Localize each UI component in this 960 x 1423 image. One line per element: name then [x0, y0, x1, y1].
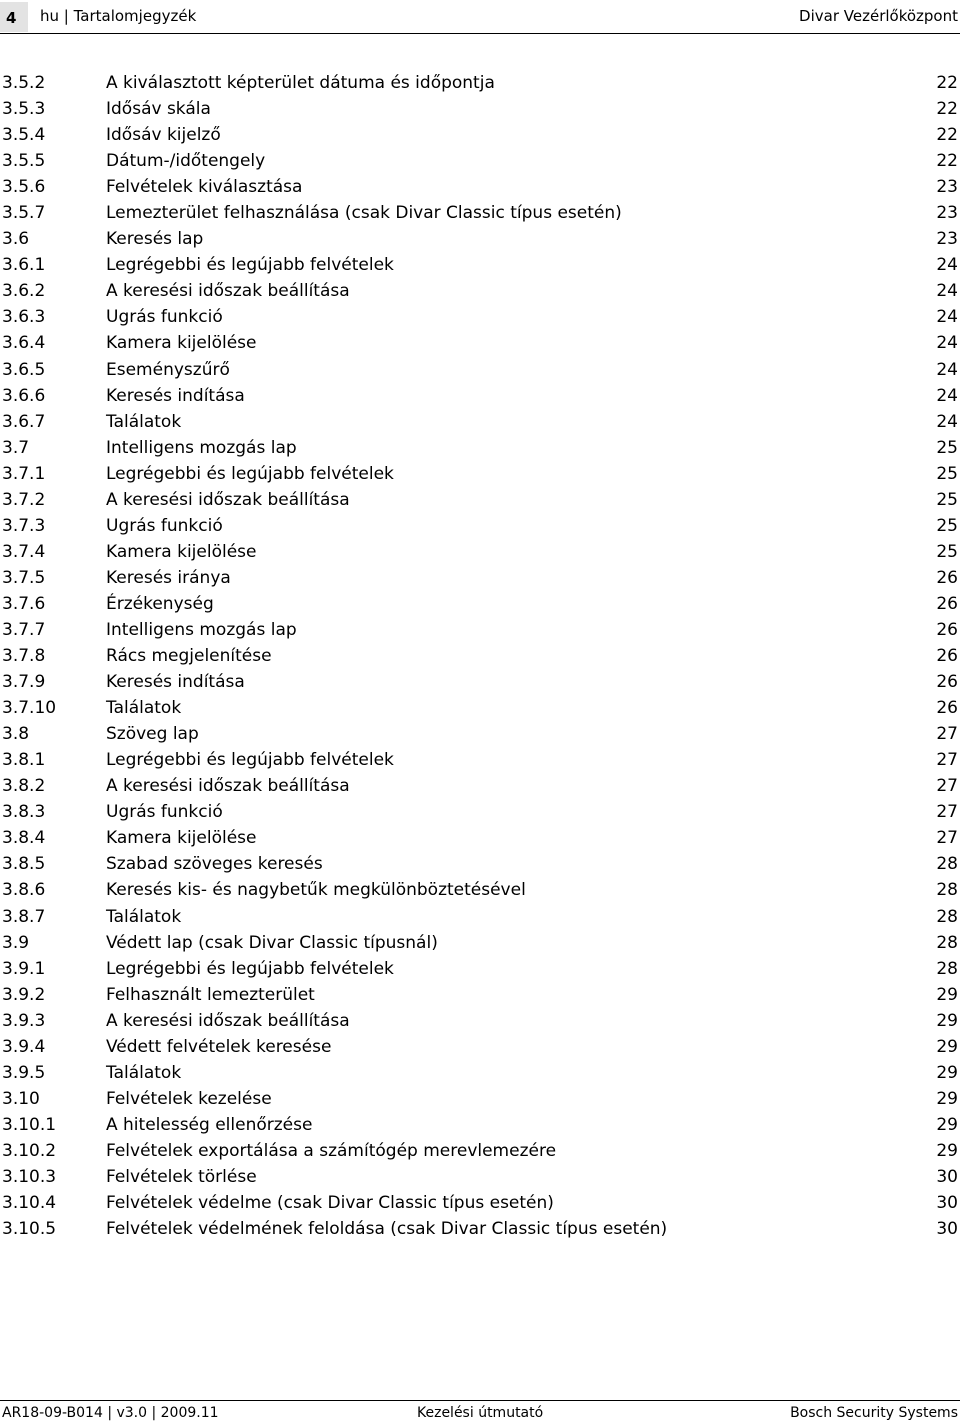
toc-entry-number: 3.7.5: [2, 567, 46, 588]
toc-entry-number: 3.7.9: [2, 672, 46, 693]
toc-entry-number: 3.7.1: [2, 463, 46, 484]
toc-entry-page: 30: [936, 1219, 958, 1240]
toc-entry-page: 25: [936, 489, 958, 510]
toc-entry-number: 3.5.6: [2, 177, 46, 198]
toc-entry-title[interactable]: Ugrás funkció: [106, 802, 223, 823]
toc-entry-page: 22: [936, 125, 958, 146]
toc-entry-page: 28: [936, 854, 958, 875]
toc-entry[interactable]: [0, 383, 960, 409]
toc-entry-number: 3.9.3: [2, 1010, 46, 1031]
toc-entry-page: 26: [936, 672, 958, 693]
toc-entry-page: 27: [936, 776, 958, 797]
toc-entry-page: 25: [936, 437, 958, 458]
toc-entry-title[interactable]: Idősáv kijelző: [106, 125, 221, 146]
toc-entry-title[interactable]: Legrégebbi és legújabb felvételek: [106, 750, 394, 771]
toc-entry-page: 26: [936, 593, 958, 614]
toc-entry[interactable]: [0, 799, 960, 825]
toc-entry-title[interactable]: Szabad szöveges keresés: [106, 854, 323, 875]
page-header: [0, 0, 960, 34]
toc-entry[interactable]: [0, 435, 960, 461]
toc-entry-title[interactable]: Keresés kis- és nagybetűk megkülönböztetésével: [106, 880, 526, 901]
toc-entry[interactable]: [0, 1164, 960, 1190]
toc-entry-number: 3.7.2: [2, 489, 46, 510]
toc-entry-number: 3.5.4: [2, 125, 46, 146]
toc-entry-title[interactable]: A keresési időszak beállítása: [106, 1010, 350, 1031]
toc-entry[interactable]: [0, 96, 960, 122]
toc-entry[interactable]: [0, 1190, 960, 1216]
toc-entry-number: 3.10.4: [2, 1193, 57, 1214]
toc-entry-title[interactable]: Keresés lap: [106, 229, 204, 250]
toc-entry[interactable]: [0, 982, 960, 1008]
toc-entry-number: 3.10.5: [2, 1219, 57, 1240]
toc-entry-number: 3.8.5: [2, 854, 46, 875]
toc-entry[interactable]: [0, 643, 960, 669]
toc-entry-page: 27: [936, 724, 958, 745]
toc-entry-number: 3.10.3: [2, 1166, 57, 1187]
toc-entry-page: 29: [936, 1062, 958, 1083]
toc-entry-number: 3.8.4: [2, 828, 46, 849]
toc-entry-title[interactable]: Eseményszűrő: [106, 359, 230, 380]
toc-entry[interactable]: [0, 70, 960, 96]
toc-entry[interactable]: [0, 330, 960, 356]
toc-entry-page: 27: [936, 828, 958, 849]
toc-entry[interactable]: [0, 591, 960, 617]
toc-entry[interactable]: [0, 773, 960, 799]
header-section-title: hu | Tartalomjegyzék: [40, 7, 197, 25]
toc-entry-page: 24: [936, 255, 958, 276]
toc-entry-number: 3.6: [2, 229, 30, 250]
toc-entry-title[interactable]: Keresés iránya: [106, 567, 231, 588]
toc-entry-number: 3.9: [2, 932, 30, 953]
toc-entry-title[interactable]: Érzékenység: [106, 593, 214, 614]
toc-entry-title[interactable]: A keresési időszak beállítása: [106, 489, 350, 510]
toc-entry-number: 3.7.10: [2, 698, 57, 719]
toc-entry-title[interactable]: Védett lap (csak Divar Classic típusnál): [106, 932, 438, 953]
toc-entry-title[interactable]: A keresési időszak beállítása: [106, 281, 350, 302]
toc-entry-number: 3.7.3: [2, 515, 46, 536]
toc-entry-page: 29: [936, 984, 958, 1005]
toc-entry-page: 29: [936, 1036, 958, 1057]
toc-entry-page: 29: [936, 1010, 958, 1031]
toc-entry[interactable]: [0, 1216, 960, 1242]
toc-entry-number: 3.8: [2, 724, 30, 745]
toc-entry-number: 3.7.7: [2, 619, 46, 640]
toc-entry-page: 22: [936, 99, 958, 120]
toc-entry-number: 3.6.2: [2, 281, 46, 302]
toc-entry-number: 3.7.8: [2, 646, 46, 667]
toc-entry[interactable]: [0, 122, 960, 148]
table-of-contents: [0, 70, 960, 1242]
toc-entry-number: 3.9.5: [2, 1062, 46, 1083]
toc-entry-page: 28: [936, 880, 958, 901]
toc-entry-number: 3.8.2: [2, 776, 46, 797]
header-product-name: Divar Vezérlőközpont: [799, 7, 958, 25]
toc-entry-title[interactable]: Legrégebbi és legújabb felvételek: [106, 463, 394, 484]
toc-entry-title[interactable]: Találatok: [106, 1062, 182, 1083]
toc-entry[interactable]: [0, 956, 960, 982]
toc-entry-title[interactable]: Találatok: [106, 411, 182, 432]
toc-entry-number: 3.8.1: [2, 750, 46, 771]
toc-entry-number: 3.10.1: [2, 1114, 57, 1135]
toc-entry-number: 3.6.3: [2, 307, 46, 328]
toc-entry-number: 3.6.1: [2, 255, 46, 276]
footer-company: Bosch Security Systems: [790, 1405, 958, 1421]
toc-entry[interactable]: [0, 825, 960, 851]
toc-entry[interactable]: [0, 174, 960, 200]
toc-entry[interactable]: [0, 539, 960, 565]
toc-entry-page: 23: [936, 229, 958, 250]
toc-entry-title[interactable]: Dátum-/időtengely: [106, 151, 266, 172]
toc-entry-page: 29: [936, 1140, 958, 1161]
toc-entry[interactable]: [0, 1008, 960, 1034]
toc-entry[interactable]: [0, 747, 960, 773]
toc-entry-title[interactable]: Ugrás funkció: [106, 307, 223, 328]
toc-entry-page: 29: [936, 1088, 958, 1109]
toc-entry-page: 25: [936, 515, 958, 536]
toc-entry-number: 3.8.6: [2, 880, 46, 901]
toc-entry[interactable]: [0, 930, 960, 956]
toc-entry-number: 3.5.2: [2, 73, 46, 93]
toc-entry-title[interactable]: Felvételek kezelése: [106, 1088, 272, 1109]
toc-entry-page: 26: [936, 619, 958, 640]
toc-entry-title[interactable]: Felvételek kiválasztása: [106, 177, 303, 198]
toc-entry-title[interactable]: Felvételek védelme (csak Divar Classic típus esetén): [106, 1193, 554, 1214]
toc-entry-number: 3.6.7: [2, 411, 46, 432]
toc-entry[interactable]: [0, 565, 960, 591]
toc-entry[interactable]: [0, 461, 960, 487]
toc-entry-page: 24: [936, 359, 958, 380]
toc-entry[interactable]: [0, 1112, 960, 1138]
toc-entry[interactable]: [0, 1086, 960, 1112]
toc-entry-title[interactable]: Felhasznált lemezterület: [106, 984, 315, 1005]
toc-entry[interactable]: [0, 252, 960, 278]
toc-entry-page: 29: [936, 1114, 958, 1135]
toc-entry-number: 3.7: [2, 437, 30, 458]
toc-entry[interactable]: [0, 226, 960, 252]
page-number: 4: [6, 9, 17, 27]
toc-entry-title[interactable]: Találatok: [106, 698, 182, 719]
toc-entry-number: 3.5.5: [2, 151, 46, 172]
toc-entry-page: 25: [936, 463, 958, 484]
toc-entry[interactable]: [0, 409, 960, 435]
toc-entry[interactable]: [0, 357, 960, 383]
toc-entry-title[interactable]: Idősáv skála: [106, 99, 211, 120]
toc-entry[interactable]: [0, 513, 960, 539]
toc-entry-title[interactable]: A hitelesség ellenőrzése: [106, 1114, 313, 1135]
toc-entry-title[interactable]: Intelligens mozgás lap: [106, 619, 297, 640]
toc-entry-title[interactable]: Felvételek törlése: [106, 1166, 257, 1187]
toc-entry-title[interactable]: A keresési időszak beállítása: [106, 776, 350, 797]
toc-entry-title[interactable]: Találatok: [106, 906, 182, 927]
toc-entry-number: 3.5.3: [2, 99, 46, 120]
toc-entry-title[interactable]: Kamera kijelölése: [106, 333, 257, 354]
toc-entry-title[interactable]: Rács megjelenítése: [106, 646, 272, 667]
footer-document-id: AR18-09-B014 | v3.0 | 2009.11: [2, 1405, 219, 1421]
toc-entry[interactable]: [0, 304, 960, 330]
toc-entry[interactable]: [0, 200, 960, 226]
toc-entry[interactable]: [0, 695, 960, 721]
toc-entry-title[interactable]: Keresés indítása: [106, 672, 245, 693]
toc-entry-page: 24: [936, 307, 958, 328]
toc-entry[interactable]: [0, 851, 960, 877]
toc-entry-number: 3.5.7: [2, 203, 46, 224]
toc-entry-title[interactable]: A kiválasztott képterület dátuma és időpontja: [106, 73, 495, 93]
footer-document-type: Kezelési útmutató: [417, 1405, 544, 1421]
toc-entry[interactable]: [0, 1060, 960, 1086]
toc-entry-number: 3.7.6: [2, 593, 46, 614]
toc-entry-page: 24: [936, 281, 958, 302]
toc-entry-page: 30: [936, 1193, 958, 1214]
toc-entry-title[interactable]: Legrégebbi és legújabb felvételek: [106, 958, 394, 979]
toc-entry[interactable]: [0, 1034, 960, 1060]
toc-entry-title[interactable]: Védett felvételek keresése: [106, 1036, 332, 1057]
toc-entry-page: 26: [936, 567, 958, 588]
toc-entry-number: 3.10.2: [2, 1140, 57, 1161]
toc-entry-number: 3.8.7: [2, 906, 46, 927]
toc-entry-number: 3.6.4: [2, 333, 46, 354]
toc-entry-page: 28: [936, 906, 958, 927]
toc-entry-page: 27: [936, 802, 958, 823]
toc-entry-page: 30: [936, 1166, 958, 1187]
toc-entry-title[interactable]: Kamera kijelölése: [106, 828, 257, 849]
toc-entry-number: 3.6.5: [2, 359, 46, 380]
toc-entry-number: 3.7.4: [2, 541, 46, 562]
toc-entry-title[interactable]: Legrégebbi és legújabb felvételek: [106, 255, 394, 276]
toc-entry[interactable]: [0, 148, 960, 174]
toc-entry-title[interactable]: Intelligens mozgás lap: [106, 437, 297, 458]
page-number-box: [0, 2, 28, 32]
footer-divider: [0, 1400, 960, 1401]
toc-entry[interactable]: [0, 487, 960, 513]
toc-entry-number: 3.9.4: [2, 1036, 46, 1057]
toc-entry-page: 27: [936, 750, 958, 771]
toc-entry-title[interactable]: Felvételek exportálása a számítógép merevlemezére: [106, 1140, 557, 1161]
toc-entry-title[interactable]: Szöveg lap: [106, 724, 199, 745]
toc-entry[interactable]: [0, 904, 960, 930]
toc-entry-page: 24: [936, 333, 958, 354]
toc-entry-page: 24: [936, 411, 958, 432]
toc-entry[interactable]: [0, 877, 960, 903]
toc-entry-page: 28: [936, 958, 958, 979]
toc-entry-number: 3.9.2: [2, 984, 46, 1005]
toc-entry-page: 22: [936, 73, 958, 93]
toc-entry-number: 3.6.6: [2, 385, 46, 406]
toc-entry-page: 23: [936, 177, 958, 198]
toc-entry[interactable]: [0, 669, 960, 695]
toc-entry-title[interactable]: Keresés indítása: [106, 385, 245, 406]
toc-entry-page: 24: [936, 385, 958, 406]
toc-entry-page: 26: [936, 698, 958, 719]
toc-entry[interactable]: [0, 617, 960, 643]
toc-entry-page: 23: [936, 203, 958, 224]
toc-entry-page: 25: [936, 541, 958, 562]
toc-entry-page: 22: [936, 151, 958, 172]
toc-entry-page: 28: [936, 932, 958, 953]
toc-entry-number: 3.10: [2, 1088, 40, 1109]
header-divider: [0, 33, 960, 34]
toc-entry-number: 3.9.1: [2, 958, 46, 979]
toc-entry-title[interactable]: Ugrás funkció: [106, 515, 223, 536]
toc-entry[interactable]: [0, 1138, 960, 1164]
page-footer: [0, 1400, 960, 1423]
toc-entry-title[interactable]: Lemezterület felhasználása (csak Divar Classic típus esetén): [106, 203, 622, 224]
toc-entry-title[interactable]: Felvételek védelmének feloldása (csak Divar Classic típus esetén): [106, 1219, 668, 1240]
toc-entry-page: 26: [936, 646, 958, 667]
toc-entry[interactable]: [0, 278, 960, 304]
toc-entry[interactable]: [0, 721, 960, 747]
toc-entry-number: 3.8.3: [2, 802, 46, 823]
toc-entry-title[interactable]: Kamera kijelölése: [106, 541, 257, 562]
